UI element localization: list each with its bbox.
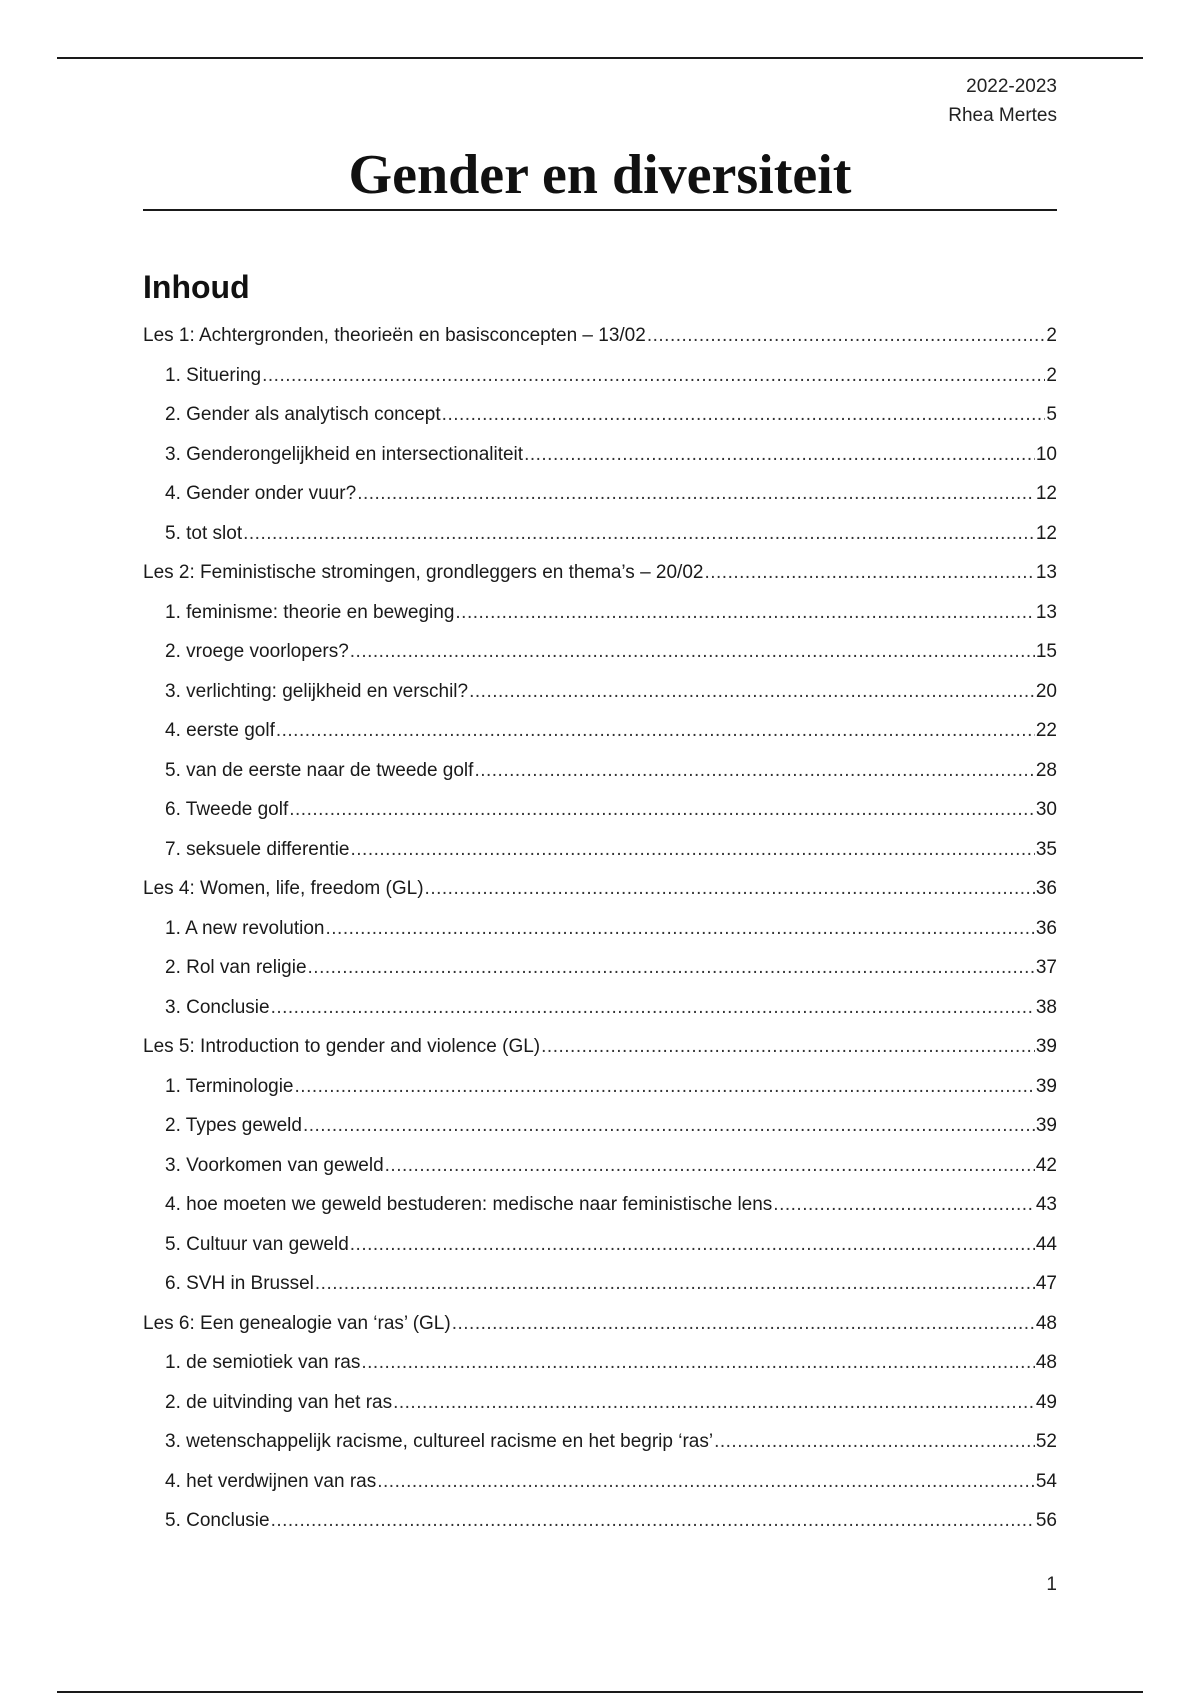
top-border-line bbox=[57, 57, 1143, 59]
toc-dot-leader bbox=[243, 514, 1035, 554]
toc-dot-leader bbox=[524, 435, 1035, 475]
toc-dot-leader bbox=[425, 869, 1035, 909]
toc-subsection-entry[interactable] bbox=[143, 988, 1057, 1028]
bottom-border-line bbox=[57, 1691, 1143, 1693]
toc-entry-page: 43 bbox=[1035, 1194, 1057, 1215]
toc-entry-page: 56 bbox=[1035, 1510, 1057, 1531]
toc-entry-title: 2. Gender als analytisch concept bbox=[165, 404, 441, 425]
toc-dot-leader bbox=[704, 553, 1034, 593]
toc-subsection-entry[interactable] bbox=[143, 1343, 1057, 1383]
toc-dot-leader bbox=[442, 395, 1046, 435]
toc-subsection-entry[interactable] bbox=[143, 830, 1057, 870]
toc-dot-leader bbox=[351, 830, 1035, 870]
toc-entry-page: 13 bbox=[1035, 601, 1057, 623]
toc-entry-title: 7. seksuele differentie bbox=[165, 838, 350, 860]
toc-entry-title: 6. SVH in Brussel bbox=[165, 1273, 314, 1294]
toc-entry-title: 2. Types geweld bbox=[165, 1115, 302, 1136]
author-name: Rhea Mertes bbox=[948, 105, 1057, 126]
toc-entry-title: 5. van de eerste naar de tweede golf bbox=[165, 759, 474, 781]
toc-dot-leader bbox=[289, 790, 1035, 830]
toc-entry-title: 2. vroege voorlopers? bbox=[165, 641, 349, 662]
toc-subsection-entry[interactable] bbox=[143, 474, 1057, 514]
toc-subsection-entry[interactable] bbox=[143, 790, 1057, 830]
toc-subsection-entry[interactable] bbox=[143, 514, 1057, 554]
toc-subsection-entry[interactable] bbox=[143, 751, 1057, 791]
toc-entry-title: 1. Terminologie bbox=[165, 1075, 294, 1097]
toc-entry-title: 3. Conclusie bbox=[165, 996, 270, 1018]
toc-entry-page: 2 bbox=[1046, 364, 1057, 386]
toc-entry-page: 52 bbox=[1035, 1431, 1057, 1452]
academic-year: 2022-2023 bbox=[966, 76, 1057, 97]
toc-entry-page: 12 bbox=[1035, 483, 1057, 504]
toc-entry-page: 42 bbox=[1035, 1154, 1057, 1176]
toc-entry-title: 1. A new revolution bbox=[165, 917, 325, 939]
toc-entry-page: 36 bbox=[1035, 917, 1057, 939]
toc-entry-title: 2. de uitvinding van het ras bbox=[165, 1391, 393, 1413]
toc-entry-title: 5. tot slot bbox=[165, 522, 243, 544]
toc-entry-title: 3. verlichting: gelijkheid en verschil? bbox=[165, 680, 469, 702]
toc-subsection-entry[interactable] bbox=[143, 1225, 1057, 1265]
toc-entry-page: 38 bbox=[1035, 996, 1057, 1018]
toc-dot-leader bbox=[357, 474, 1035, 514]
toc-dot-leader bbox=[276, 711, 1035, 751]
toc-subsection-entry[interactable] bbox=[143, 593, 1057, 633]
toc-entry-title: 5. Cultuur van geweld bbox=[165, 1233, 349, 1255]
toc-entry-title: 5. Conclusie bbox=[165, 1510, 270, 1531]
toc-subsection-entry[interactable] bbox=[143, 1185, 1057, 1225]
toc-subsection-entry[interactable] bbox=[143, 395, 1057, 435]
toc-dot-leader bbox=[469, 672, 1035, 712]
toc-entry-page: 30 bbox=[1035, 799, 1057, 820]
toc-chapter-entry[interactable] bbox=[143, 553, 1057, 593]
toc-dot-leader bbox=[303, 1106, 1035, 1146]
toc-entry-page: 10 bbox=[1035, 443, 1057, 465]
toc-entry-page: 48 bbox=[1035, 1312, 1057, 1334]
toc-entry-page: 47 bbox=[1035, 1273, 1057, 1294]
toc-subsection-entry[interactable] bbox=[143, 1462, 1057, 1502]
toc-dot-leader bbox=[714, 1422, 1035, 1462]
toc-entry-title: 4. Gender onder vuur? bbox=[165, 483, 357, 504]
toc-subsection-entry[interactable] bbox=[143, 711, 1057, 751]
toc-entry-title: 1. Situering bbox=[165, 364, 262, 386]
toc-dot-leader bbox=[385, 1146, 1035, 1186]
toc-entry-page: 39 bbox=[1035, 1115, 1057, 1136]
toc-entry-page: 54 bbox=[1035, 1470, 1057, 1492]
toc-entry-page: 12 bbox=[1035, 522, 1057, 544]
toc-entry-page: 22 bbox=[1035, 720, 1057, 741]
toc-entry-page: 28 bbox=[1035, 759, 1057, 781]
toc-subsection-entry[interactable] bbox=[143, 1264, 1057, 1304]
toc-entry-title: 1. feminisme: theorie en beweging bbox=[165, 601, 455, 623]
toc-subsection-entry[interactable] bbox=[143, 435, 1057, 475]
toc-entry-page: 15 bbox=[1035, 641, 1057, 662]
toc-subsection-entry[interactable] bbox=[143, 356, 1057, 396]
toc-chapter-entry[interactable] bbox=[143, 1027, 1057, 1067]
toc-entry-title: Les 2: Feministische stromingen, grondleggers en thema’s – 20/02 bbox=[143, 562, 704, 583]
toc-subsection-entry[interactable] bbox=[143, 632, 1057, 672]
toc-entry-title: Les 4: Women, life, freedom (GL) bbox=[143, 878, 424, 899]
toc-entry-title: 4. hoe moeten we geweld bestuderen: medische naar feministische lens bbox=[165, 1194, 773, 1215]
toc-subsection-entry[interactable] bbox=[143, 1106, 1057, 1146]
toc-entry-page: 39 bbox=[1035, 1075, 1057, 1097]
toc-dot-leader bbox=[773, 1185, 1035, 1225]
toc-entry-title: 4. eerste golf bbox=[165, 720, 275, 741]
toc-subsection-entry[interactable] bbox=[143, 672, 1057, 712]
title-underline bbox=[143, 209, 1057, 211]
toc-entry-title: 2. Rol van religie bbox=[165, 957, 307, 978]
toc-dot-leader bbox=[361, 1343, 1034, 1383]
toc-entry-page: 20 bbox=[1035, 680, 1057, 702]
toc-entry-page: 5 bbox=[1046, 404, 1057, 425]
toc-entry-title: 3. Genderongelijkheid en intersectionaliteit bbox=[165, 443, 524, 465]
toc-dot-leader bbox=[350, 1225, 1035, 1265]
toc-subsection-entry[interactable] bbox=[143, 909, 1057, 949]
toc-entry-title: 3. Voorkomen van geweld bbox=[165, 1154, 384, 1176]
toc-dot-leader bbox=[455, 593, 1034, 633]
toc-entry-title: Les 1: Achtergronden, theorieën en basisconcepten – 13/02 bbox=[143, 325, 646, 346]
toc-entry-page: 13 bbox=[1035, 562, 1057, 583]
toc-dot-leader bbox=[350, 632, 1035, 672]
toc-chapter-entry[interactable] bbox=[143, 1304, 1057, 1344]
toc-subsection-entry[interactable] bbox=[143, 1501, 1057, 1541]
toc-dot-leader bbox=[271, 988, 1035, 1028]
toc-entry-page: 37 bbox=[1035, 957, 1057, 978]
toc-entry-page: 2 bbox=[1046, 325, 1057, 346]
toc-entry-page: 44 bbox=[1035, 1233, 1057, 1255]
toc-dot-leader bbox=[271, 1501, 1035, 1541]
toc-subsection-entry[interactable] bbox=[143, 948, 1057, 988]
toc-subsection-entry[interactable] bbox=[143, 1146, 1057, 1186]
toc-entry-title: Les 6: Een genealogie van ‘ras’ (GL) bbox=[143, 1312, 451, 1334]
toc-heading: Inhoud bbox=[143, 269, 250, 305]
toc-chapter-entry[interactable] bbox=[143, 316, 1057, 356]
toc-dot-leader bbox=[315, 1264, 1035, 1304]
toc-entry-page: 35 bbox=[1035, 838, 1057, 860]
document-header bbox=[948, 72, 1057, 130]
toc-subsection-entry[interactable] bbox=[143, 1422, 1057, 1462]
document-title: Gender en diversiteit bbox=[348, 144, 852, 206]
toc-dot-leader bbox=[262, 356, 1045, 396]
table-of-contents bbox=[143, 316, 1057, 1541]
toc-subsection-entry[interactable] bbox=[143, 1067, 1057, 1107]
toc-dot-leader bbox=[393, 1383, 1035, 1423]
toc-dot-leader bbox=[308, 948, 1035, 988]
toc-entry-page: 48 bbox=[1035, 1352, 1057, 1373]
toc-entry-title: 3. wetenschappelijk racisme, cultureel racisme en het begrip ‘ras’ bbox=[165, 1431, 714, 1452]
toc-dot-leader bbox=[474, 751, 1034, 791]
toc-dot-leader bbox=[647, 316, 1046, 356]
toc-entry-title: 1. de semiotiek van ras bbox=[165, 1352, 361, 1373]
page-number: 1 bbox=[1046, 1574, 1057, 1595]
toc-entry-title: Les 5: Introduction to gender and violence (GL) bbox=[143, 1036, 541, 1057]
toc-entry-page: 39 bbox=[1035, 1036, 1057, 1057]
toc-dot-leader bbox=[295, 1067, 1035, 1107]
toc-entry-page: 49 bbox=[1035, 1391, 1057, 1413]
toc-dot-leader bbox=[541, 1027, 1035, 1067]
toc-chapter-entry[interactable] bbox=[143, 869, 1057, 909]
toc-entry-title: 4. het verdwijnen van ras bbox=[165, 1470, 377, 1492]
toc-subsection-entry[interactable] bbox=[143, 1383, 1057, 1423]
toc-dot-leader bbox=[452, 1304, 1035, 1344]
toc-entry-title: 6. Tweede golf bbox=[165, 799, 289, 820]
toc-entry-page: 36 bbox=[1035, 878, 1057, 899]
toc-dot-leader bbox=[377, 1462, 1035, 1502]
toc-dot-leader bbox=[326, 909, 1035, 949]
